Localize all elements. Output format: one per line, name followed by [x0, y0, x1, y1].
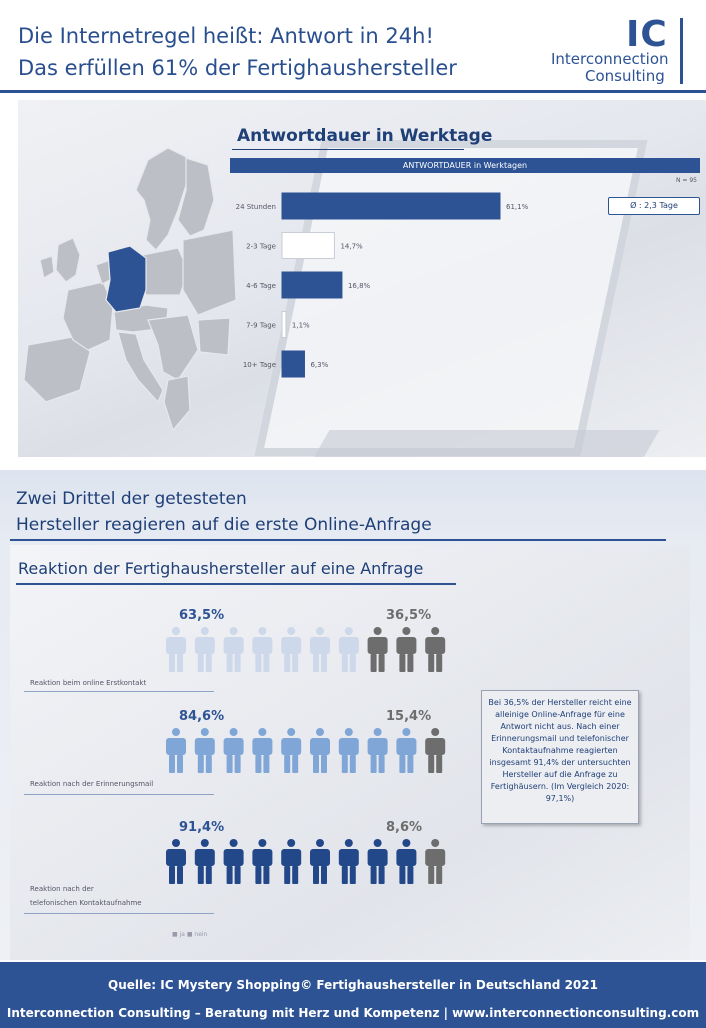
- bar-category-label: 7-9 Tage: [246, 321, 276, 330]
- no-percent-label: 15,4%: [386, 709, 432, 724]
- person-icon: [339, 728, 359, 773]
- row-label-3b: telefonischen Kontaktaufnahme: [30, 899, 142, 907]
- yes-percent-label: 91,4%: [179, 820, 225, 835]
- person-icon: [368, 627, 388, 672]
- person-icon: [224, 627, 244, 672]
- person-icon: [396, 627, 416, 672]
- bar-value-label: 1,1%: [291, 321, 310, 330]
- section2-rule: [10, 539, 666, 541]
- row-label-3a: Reaktion nach der: [30, 885, 94, 893]
- person-icon: [195, 839, 215, 884]
- map-scandinavia: [136, 148, 188, 250]
- yes-percent-label: 63,5%: [179, 608, 225, 623]
- logo-text-line1: Interconnection: [551, 50, 669, 68]
- person-icon: [252, 728, 272, 773]
- bar-category-label: 4-6 Tage: [246, 282, 276, 290]
- map-iberia: [24, 336, 90, 402]
- map-ireland: [40, 256, 54, 278]
- person-icon: [281, 627, 301, 672]
- sample-size-label: N = 95: [676, 177, 697, 184]
- bar-value-label: 6,3%: [310, 361, 329, 369]
- header-rule: [0, 90, 706, 93]
- person-icon: [396, 839, 416, 884]
- row-label-2: Reaktion nach der Erinnerungsmail: [30, 780, 154, 788]
- person-icon: [224, 728, 244, 773]
- person-icon: [310, 728, 330, 773]
- map-balkans: [148, 315, 198, 380]
- row-rule-3: [24, 913, 214, 914]
- logo-bar: [680, 18, 683, 84]
- bar: [282, 312, 286, 338]
- person-icon: [281, 728, 301, 773]
- bar-category-label: 24 Stunden: [235, 203, 276, 211]
- no-percent-label: 8,6%: [386, 820, 423, 835]
- row-rule-2: [24, 794, 214, 795]
- section2-title-line2: Hersteller reagieren auf die erste Online-Anfrage: [16, 515, 432, 535]
- section1-title-underline: [232, 149, 464, 150]
- map-italy: [118, 332, 163, 402]
- person-icon: [310, 627, 330, 672]
- bar: [282, 193, 500, 219]
- section2-subtitle-underline: [16, 583, 456, 585]
- bar-value-label: 16,8%: [347, 282, 371, 290]
- laptop-photo-keyboard: [306, 430, 659, 457]
- person-icon: [252, 839, 272, 884]
- map-germany-highlight: [106, 246, 146, 312]
- bar-value-label: 14,7%: [340, 242, 363, 251]
- logo-text-line2: Consulting: [585, 67, 665, 85]
- bar-category-label: 2-3 Tage: [246, 242, 276, 251]
- person-icon: [195, 627, 215, 672]
- person-icon: [425, 728, 445, 773]
- person-icon: [224, 839, 244, 884]
- pictogram-legend: ■ ja ■ nein: [172, 931, 208, 938]
- person-icon: [166, 839, 186, 884]
- bar: [282, 233, 334, 259]
- map-uk: [56, 238, 80, 282]
- map-poland: [140, 248, 188, 295]
- response-time-bar-chart: [230, 180, 610, 380]
- section2-subtitle: Reaktion der Fertighaushersteller auf eine Anfrage: [18, 559, 424, 578]
- bar: [282, 272, 342, 298]
- section2-title-line1: Zwei Drittel der getesteten: [16, 489, 247, 509]
- person-icon: [252, 627, 272, 672]
- person-icon: [195, 728, 215, 773]
- person-icon: [166, 627, 186, 672]
- map-romania: [198, 318, 230, 355]
- europe-map: [18, 140, 238, 440]
- person-icon: [368, 728, 388, 773]
- page-title-line2: Das erfüllen 61% der Fertighaushersteller: [18, 56, 457, 80]
- bar-category-label: 10+ Tage: [242, 361, 276, 369]
- yes-percent-label: 84,6%: [179, 709, 225, 724]
- average-badge: Ø : 2,3 Tage: [608, 197, 700, 215]
- section1-title: Antwortdauer in Werktage: [237, 126, 493, 146]
- person-icon: [339, 627, 359, 672]
- person-icon: [396, 728, 416, 773]
- row-label-1: Reaktion beim online Erstkontakt: [30, 679, 147, 687]
- reaction-pictogram-chart: [0, 600, 470, 900]
- no-percent-label: 36,5%: [386, 608, 432, 623]
- person-icon: [310, 839, 330, 884]
- note-box: Bei 36,5% der Hersteller reicht eine alleinige Online-Anfrage für eine Antwort nicht aus. Nach einer Erinnerungsmail und telefonischer Kontaktaufnahme reagierten insgesamt 91,4% der untersuchten Hersteller auf die Anfrage zu Fertighäusern. (Im Vergleich 2020: 97,1%): [481, 690, 639, 824]
- person-icon: [368, 839, 388, 884]
- footer-tagline: Interconnection Consulting – Beratung mit Herz und Kompetenz | www.interconnectionconsulting.com: [6, 1006, 700, 1020]
- row-rule-1: [24, 691, 214, 692]
- bar: [282, 351, 304, 377]
- logo-ic: IC: [626, 14, 668, 55]
- footer-source: Quelle: IC Mystery Shopping© Fertighaushersteller in Deutschland 2021: [108, 978, 598, 992]
- bar-value-label: 61,1%: [506, 203, 529, 211]
- map-greece: [164, 376, 190, 430]
- map-east: [183, 230, 236, 315]
- person-icon: [281, 839, 301, 884]
- person-icon: [425, 627, 445, 672]
- person-icon: [339, 839, 359, 884]
- person-icon: [166, 728, 186, 773]
- person-icon: [425, 839, 445, 884]
- chart-banner: ANTWORTDAUER in Werktagen: [230, 158, 700, 173]
- page-title-line1: Die Internetregel heißt: Antwort in 24h!: [18, 24, 434, 48]
